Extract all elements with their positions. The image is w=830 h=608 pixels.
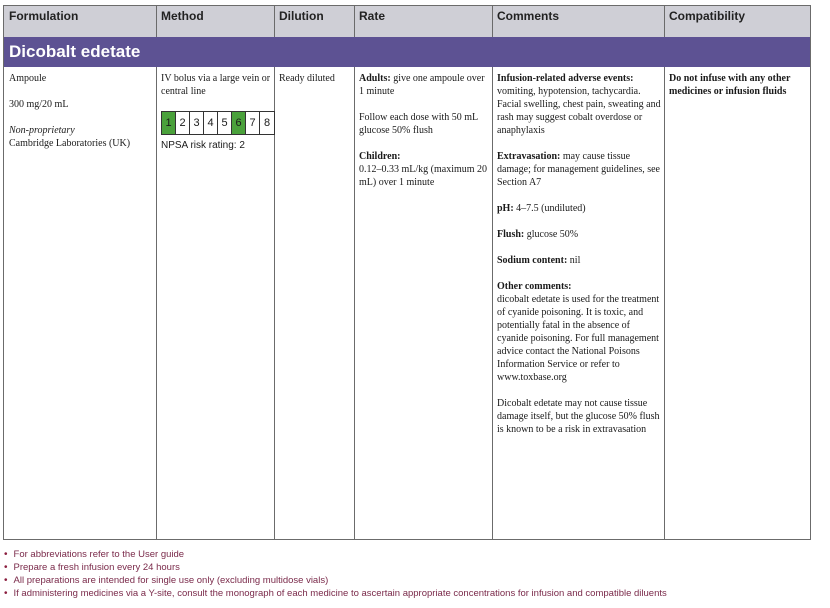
formulation-manufacturer: Cambridge Laboratories (UK) xyxy=(9,138,131,149)
column-divider xyxy=(664,67,665,539)
comments-flush-label: Flush: xyxy=(497,229,525,240)
drug-title: Dicobalt edetate xyxy=(9,42,141,61)
comments-flush-text: glucose 50% xyxy=(524,229,579,240)
comments-ph xyxy=(497,202,661,215)
column-divider xyxy=(492,67,493,539)
risk-scale-box-6: 6 xyxy=(232,112,246,134)
comments-extravasation xyxy=(497,150,661,189)
npsa-risk-label: NPSA risk rating: 2 xyxy=(161,140,245,151)
header-divider xyxy=(492,6,493,37)
rate-adults-label: Adults: xyxy=(359,73,391,84)
comments-sodium-text: nil xyxy=(567,255,581,266)
rate-children-label: Children: xyxy=(359,151,401,162)
footnote-item: • Prepare a fresh infusion every 24 hours xyxy=(4,561,667,574)
rate-follow: Follow each dose with 50 mL glucose 50% flush xyxy=(359,112,478,136)
table-header-row xyxy=(4,6,810,38)
footnotes-list xyxy=(4,548,667,600)
comments-sodium xyxy=(497,254,661,267)
comments-ph-text: 4–7.5 (undiluted) xyxy=(513,203,586,214)
dilution-cell xyxy=(279,72,353,85)
dilution-text: Ready diluted xyxy=(279,73,335,84)
compatibility-text: Do not infuse with any other medicines or infusion fluids xyxy=(669,73,791,97)
header-divider xyxy=(664,6,665,37)
column-divider xyxy=(156,67,157,539)
risk-scale-box-8: 8 xyxy=(263,117,271,129)
formulation-cell xyxy=(9,72,153,150)
method-cell xyxy=(161,72,273,152)
comments-cell xyxy=(497,72,661,449)
header-divider xyxy=(354,6,355,37)
comments-sodium-label: Sodium content: xyxy=(497,255,568,266)
comments-ph-label: pH: xyxy=(497,203,514,214)
npsa-risk-scale xyxy=(161,111,275,135)
comments-flush xyxy=(497,228,661,241)
rate-adults xyxy=(359,72,491,98)
header-divider xyxy=(156,6,157,37)
comments-extravasation-text: may cause tissue damage; for management guidelines, see Section A7 xyxy=(497,151,660,188)
risk-scale-box-2: 2 xyxy=(176,112,190,134)
risk-scale-box-7: 7 xyxy=(246,112,260,134)
comments-infusion-text: vomiting, hypotension, tachycardia. Facial swelling, chest pain, sweating and rash may suggest cobalt overdose or anaphylaxis xyxy=(497,86,661,136)
formulation-type: Ampoule xyxy=(9,73,47,84)
header-dilution: Dilution xyxy=(279,9,324,23)
comments-infusion xyxy=(497,72,661,137)
column-divider xyxy=(274,67,275,539)
footnote-item: • If administering medicines via a Y-site, consult the monograph of each medicine to ascertain appropriate concentrations for infusion and compatible diluents xyxy=(4,587,667,600)
risk-scale-box-1: 1 xyxy=(162,112,176,134)
compatibility-cell xyxy=(669,72,809,98)
method-text: IV bolus via a large vein or central line xyxy=(161,73,271,97)
risk-scale-box-4: 4 xyxy=(204,112,218,134)
rate-children-text: 0.12–0.33 mL/kg (maximum 20 mL) over 1 minute xyxy=(359,164,488,188)
header-compatibility: Compatibility xyxy=(669,9,746,23)
drug-title-bar xyxy=(4,37,810,67)
comments-other-text: dicobalt edetate is used for the treatment of cyanide poisoning. It is toxic, and potentially fatal in the absence of cyanide poisoning. For full management advice contact the National Poisons Information Service or refer to www.toxbase.org xyxy=(497,294,660,383)
header-method: Method xyxy=(161,9,204,23)
rate-adults-text: give one ampoule over 1 minute xyxy=(359,73,485,97)
risk-scale-box-5: 5 xyxy=(218,112,232,134)
header-comments: Comments xyxy=(497,9,560,23)
monograph-table xyxy=(3,5,811,540)
comments-other-label: Other comments: xyxy=(497,281,572,292)
comments-infusion-label: Infusion-related adverse events: xyxy=(497,73,634,84)
header-divider xyxy=(274,6,275,37)
comments-extravasation-label: Extravasation: xyxy=(497,151,561,162)
column-divider xyxy=(354,67,355,539)
header-rate: Rate xyxy=(359,9,386,23)
formulation-proprietary: Non-proprietary xyxy=(9,125,75,136)
footnote-item: • For abbreviations refer to the User guide xyxy=(4,548,667,561)
rate-cell xyxy=(359,72,491,189)
formulation-strength: 300 mg/20 mL xyxy=(9,99,69,110)
header-formulation: Formulation xyxy=(9,9,79,23)
risk-scale-box-3: 3 xyxy=(190,112,204,134)
footnote-item: • All preparations are intended for single use only (excluding multidose vials) xyxy=(4,574,667,587)
comments-final-text: Dicobalt edetate may not cause tissue damage itself, but the glucose 50% flush is known to be a risk in extravasation xyxy=(497,398,660,435)
